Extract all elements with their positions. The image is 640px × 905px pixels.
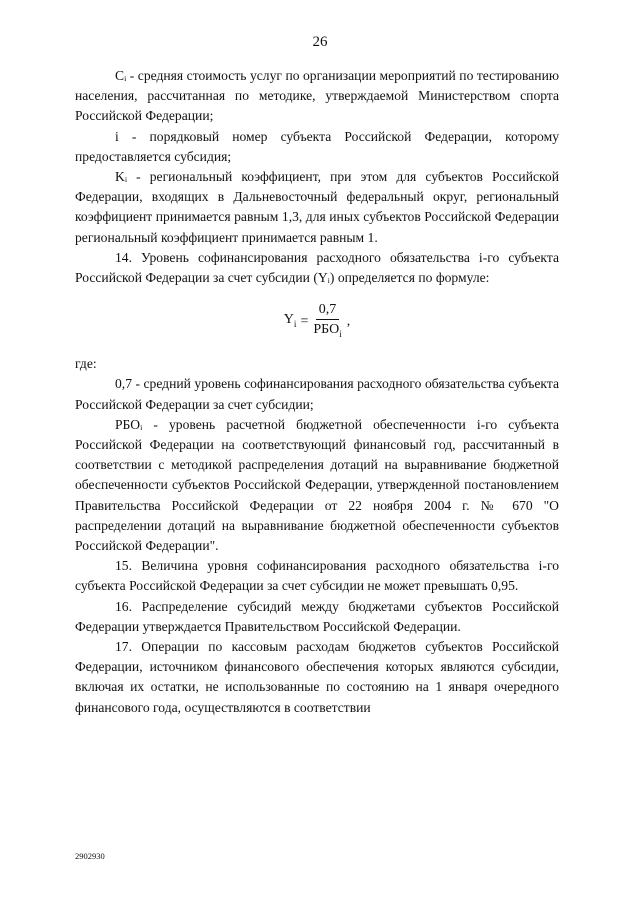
paragraph-17: 17. Операции по кассовым расходам бюджетов субъектов Российской Федерации, источником финансового обеспечения которых являются субсидии, включая их остатки, не использованные по состоянию на 1 января очередного финансового года, осуществляются в соответствии	[75, 639, 559, 715]
paragraph-07-definition: 0,7 - средний уровень софинансирования расходного обязательства субъекта Российской Федерации за счет субсидии;	[75, 376, 559, 412]
formula-numerator: 0,7	[316, 301, 340, 320]
paragraph-i-definition: i - порядковый номер субъекта Российской Федерации, которому предоставляется субсидия;	[75, 128, 559, 164]
paragraph-ci-definition: Cᵢ - средняя стоимость услуг по организации мероприятий по тестированию населения, рассчитанная по методике, утверждаемой Министерством спорта Российской Федерации;	[75, 68, 559, 124]
paragraph-rbo-definition: РБОᵢ - уровень расчетной бюджетной обеспеченности i-го субъекта Российской Федерации на соответствующий финансовый год, рассчитанный в соответствии с методикой распределения дотаций на выравнивание бюджетной обеспеченности субъектов Российской Федерации, утвержденной постановлением Правительства Российской Федерации от 22 ноября 2004 г. № 670 "О распределении дотаций на выравнивание бюджетной обеспеченности субъектов Российской Федерации".	[75, 416, 559, 554]
paragraph-ki-definition: Kᵢ - региональный коэффициент, при этом для субъектов Российской Федерации, входящих в Дальневосточный федеральный округ, региональный коэффициент принимается равным 1,3, для иных субъектов Российской Федерации региональный коэффициент принимается равным 1.	[75, 169, 559, 245]
document-code: 2902930	[75, 851, 105, 861]
formula-equals: =	[300, 314, 309, 330]
page-number: 26	[312, 34, 328, 50]
paragraph-15: 15. Величина уровня софинансирования расходного обязательства i-го субъекта Российской Федерации за счет субсидии не может превышать 0,95.	[75, 558, 559, 594]
paragraph-16: 16. Распределение субсидий между бюджетами субъектов Российской Федерации утверждается Правительством Российской Федерации.	[75, 598, 559, 634]
formula-fraction	[310, 301, 344, 343]
formula-lhs: $Y_i$	[283, 312, 297, 330]
document-body	[75, 66, 559, 718]
formula-trailing-comma: ,	[346, 314, 351, 330]
where-label: где:	[75, 356, 97, 372]
paragraph-14: 14. Уровень софинансирования расходного обязательства i-го субъекта Российской Федерации за счет субсидии (Yᵢ) определяется по формуле:	[75, 249, 559, 286]
formula-denominator: $РБО_i$	[313, 322, 342, 340]
formula-yi	[75, 294, 559, 350]
